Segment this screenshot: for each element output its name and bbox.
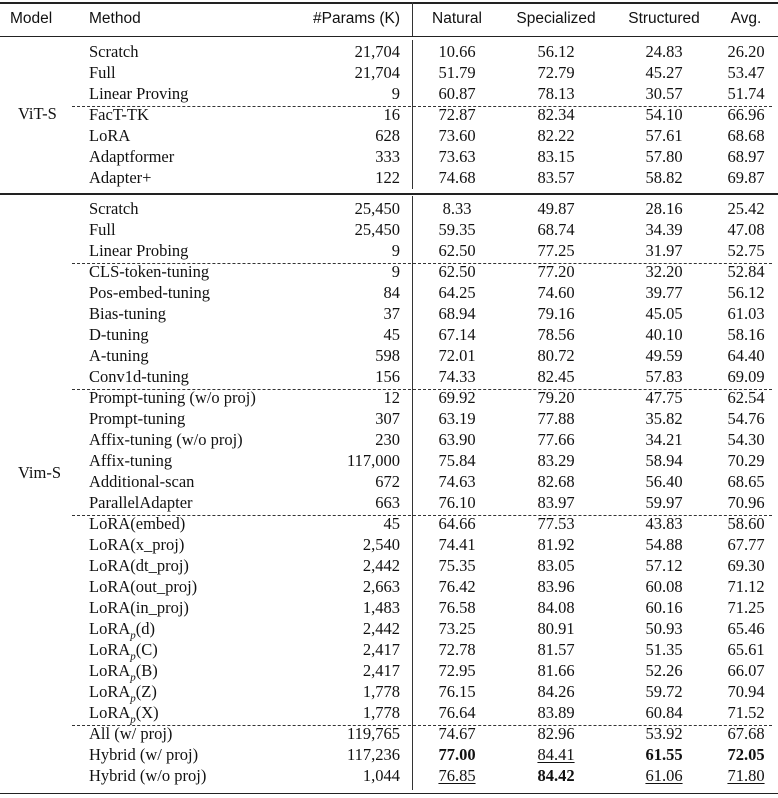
structured-cell: 35.82 <box>645 409 683 428</box>
table-row <box>0 639 778 663</box>
avg-cell: 52.75 <box>727 241 765 260</box>
avg-cell: 68.65 <box>727 472 765 491</box>
method-cell: LoRA <box>89 126 131 145</box>
params-cell: 122 <box>375 168 400 187</box>
natural-cell: 76.85 <box>438 766 476 785</box>
structured-cell: 57.83 <box>645 367 683 386</box>
structured-cell: 58.82 <box>645 168 683 187</box>
header-specialized: Specialized <box>516 10 596 27</box>
natural-cell: 64.25 <box>438 283 476 302</box>
method-cell: LoRA$_p$(X) <box>89 703 159 726</box>
header-model: Model <box>10 10 53 27</box>
table-row <box>0 261 778 282</box>
natural-cell: 72.78 <box>438 640 476 659</box>
params-cell: 9 <box>391 262 400 281</box>
structured-cell: 57.80 <box>645 147 683 166</box>
structured-cell: 39.77 <box>645 283 683 302</box>
avg-cell: 72.05 <box>727 745 765 764</box>
avg-cell: 69.87 <box>727 168 765 187</box>
params-cell: 2,417 <box>362 661 400 680</box>
avg-cell: 64.40 <box>727 346 765 365</box>
table-row <box>0 723 778 744</box>
structured-cell: 43.83 <box>645 514 683 533</box>
natural-cell: 75.35 <box>438 556 476 575</box>
specialized-cell: 77.25 <box>537 241 575 260</box>
dashed-rule <box>72 725 772 726</box>
structured-cell: 30.57 <box>645 84 683 103</box>
avg-cell: 26.20 <box>727 42 765 61</box>
avg-cell: 70.29 <box>727 451 765 470</box>
table-row <box>0 555 778 576</box>
natural-cell: 63.19 <box>438 409 476 428</box>
avg-cell: 70.94 <box>727 682 765 701</box>
specialized-cell: 80.72 <box>537 346 575 365</box>
avg-cell: 51.74 <box>727 84 765 103</box>
specialized-cell: 77.66 <box>537 430 575 449</box>
specialized-cell: 83.15 <box>537 147 575 166</box>
table-row <box>0 534 778 555</box>
group-label-vim: Vim-S <box>18 463 62 482</box>
avg-cell: 69.30 <box>727 556 765 575</box>
natural-cell: 60.87 <box>438 84 476 103</box>
top-rule <box>0 2 778 4</box>
natural-cell: 73.63 <box>438 147 476 166</box>
params-cell: 230 <box>375 430 400 449</box>
table-row <box>0 125 778 146</box>
natural-cell: 73.25 <box>438 619 476 638</box>
structured-cell: 45.05 <box>645 304 683 323</box>
method-cell: CLS-token-tuning <box>89 262 210 281</box>
dashed-rule <box>72 515 772 516</box>
params-cell: 9 <box>391 84 400 103</box>
specialized-cell: 77.20 <box>537 262 575 281</box>
params-cell: 25,450 <box>354 199 400 218</box>
params-cell: 2,417 <box>362 640 400 659</box>
group-rule <box>0 193 778 195</box>
table-row <box>0 146 778 167</box>
header-avg: Avg. <box>730 10 762 27</box>
structured-cell: 49.59 <box>645 346 683 365</box>
structured-cell: 57.12 <box>645 556 683 575</box>
avg-cell: 71.25 <box>727 598 765 617</box>
natural-cell: 72.95 <box>438 661 476 680</box>
structured-cell: 34.39 <box>645 220 683 239</box>
natural-cell: 74.67 <box>438 724 476 743</box>
specialized-cell: 81.66 <box>537 661 575 680</box>
structured-cell: 60.16 <box>645 598 683 617</box>
table-row <box>0 198 778 219</box>
header-row <box>0 7 778 31</box>
natural-cell: 74.63 <box>438 472 476 491</box>
params-cell: 16 <box>383 105 400 124</box>
params-cell: 12 <box>383 388 400 407</box>
natural-cell: 76.10 <box>438 493 476 512</box>
structured-cell: 61.06 <box>645 766 683 785</box>
specialized-cell: 68.74 <box>537 220 575 239</box>
avg-cell: 65.46 <box>727 619 765 638</box>
natural-cell: 74.41 <box>438 535 476 554</box>
specialized-cell: 84.08 <box>537 598 575 617</box>
natural-cell: 67.14 <box>438 325 476 344</box>
structured-cell: 51.35 <box>645 640 683 659</box>
method-subscript: p <box>130 629 136 642</box>
structured-cell: 59.72 <box>645 682 683 701</box>
specialized-cell: 83.89 <box>537 703 575 722</box>
params-cell: 1,044 <box>362 766 400 785</box>
method-cell: Linear Probing <box>89 241 189 260</box>
specialized-cell: 83.05 <box>537 556 575 575</box>
avg-cell: 56.12 <box>727 283 765 302</box>
group-label-vit: ViT-S <box>18 104 57 123</box>
natural-cell: 76.15 <box>438 682 476 701</box>
structured-cell: 34.21 <box>645 430 683 449</box>
specialized-cell: 77.53 <box>537 514 575 533</box>
method-cell: LoRA(dt_proj) <box>89 556 189 575</box>
specialized-cell: 74.60 <box>537 283 575 302</box>
params-cell: 307 <box>375 409 400 428</box>
method-cell: Affix-tuning (w/o proj) <box>89 430 243 449</box>
params-cell: 21,704 <box>354 63 400 82</box>
params-cell: 1,778 <box>362 703 400 722</box>
specialized-cell: 82.45 <box>537 367 575 386</box>
avg-cell: 62.54 <box>727 388 765 407</box>
avg-cell: 54.76 <box>727 409 765 428</box>
params-cell: 156 <box>375 367 400 386</box>
method-cell: Linear Proving <box>89 84 189 103</box>
specialized-cell: 78.13 <box>537 84 575 103</box>
method-cell: LoRA(out_proj) <box>89 577 198 596</box>
natural-cell: 62.50 <box>438 241 476 260</box>
structured-cell: 45.27 <box>645 63 683 82</box>
structured-cell: 59.97 <box>645 493 683 512</box>
specialized-cell: 81.92 <box>537 535 575 554</box>
params-cell: 2,663 <box>362 577 400 596</box>
table-row <box>0 345 778 366</box>
natural-cell: 74.68 <box>438 168 476 187</box>
avg-cell: 58.16 <box>727 325 765 344</box>
table-row <box>0 83 778 104</box>
avg-cell: 54.30 <box>727 430 765 449</box>
table-row <box>0 765 778 786</box>
method-cell: Hybrid (w/ proj) <box>89 745 199 764</box>
avg-cell: 67.77 <box>727 535 765 554</box>
params-cell: 1,778 <box>362 682 400 701</box>
structured-cell: 32.20 <box>645 262 683 281</box>
method-cell: Hybrid (w/o proj) <box>89 766 207 785</box>
method-cell: Scratch <box>89 199 139 218</box>
specialized-cell: 84.26 <box>537 682 575 701</box>
method-cell: LoRA(x_proj) <box>89 535 185 554</box>
natural-cell: 76.64 <box>438 703 476 722</box>
params-cell: 2,540 <box>362 535 400 554</box>
params-cell: 663 <box>375 493 400 512</box>
header-method: Method <box>89 10 141 27</box>
table-row <box>0 324 778 345</box>
method-cell: All (w/ proj) <box>89 724 173 743</box>
table-row <box>0 303 778 324</box>
header-structured: Structured <box>628 10 700 27</box>
specialized-cell: 78.56 <box>537 325 575 344</box>
method-cell: Bias-tuning <box>89 304 166 323</box>
method-cell: Full <box>89 220 116 239</box>
method-cell: D-tuning <box>89 325 149 344</box>
avg-cell: 66.96 <box>727 105 765 124</box>
natural-cell: 76.58 <box>438 598 476 617</box>
method-cell: Affix-tuning <box>89 451 173 470</box>
method-subscript: p <box>130 650 136 663</box>
table-row <box>0 450 778 471</box>
method-subscript: p <box>130 671 136 684</box>
specialized-cell: 82.22 <box>537 126 575 145</box>
structured-cell: 60.84 <box>645 703 683 722</box>
structured-cell: 50.93 <box>645 619 683 638</box>
table-row <box>0 660 778 684</box>
params-cell: 672 <box>375 472 400 491</box>
params-cell: 628 <box>375 126 400 145</box>
table-row <box>0 702 778 726</box>
natural-cell: 77.00 <box>438 745 476 764</box>
table-row <box>0 104 778 125</box>
structured-cell: 47.75 <box>645 388 683 407</box>
header-rule <box>0 36 778 37</box>
specialized-cell: 79.20 <box>537 388 575 407</box>
natural-cell: 73.60 <box>438 126 476 145</box>
specialized-cell: 83.57 <box>537 168 575 187</box>
avg-cell: 67.68 <box>727 724 765 743</box>
specialized-cell: 82.68 <box>537 472 575 491</box>
avg-cell: 61.03 <box>727 304 765 323</box>
table-row <box>0 429 778 450</box>
specialized-cell: 84.42 <box>537 766 575 785</box>
table-row <box>0 681 778 705</box>
method-cell: LoRA$_p$(d) <box>89 619 155 642</box>
params-cell: 1,483 <box>362 598 400 617</box>
natural-cell: 76.42 <box>438 577 476 596</box>
method-cell: Prompt-tuning <box>89 409 186 428</box>
avg-cell: 71.80 <box>727 766 765 785</box>
table-row <box>0 282 778 303</box>
params-cell: 45 <box>383 514 400 533</box>
table-row <box>0 576 778 597</box>
table-row <box>0 366 778 387</box>
method-cell: Prompt-tuning (w/o proj) <box>89 388 256 407</box>
header-separator <box>412 2 413 36</box>
avg-cell: 65.61 <box>727 640 765 659</box>
method-cell: FacT-TK <box>89 105 149 124</box>
table-row <box>0 219 778 240</box>
specialized-cell: 82.96 <box>537 724 575 743</box>
structured-cell: 54.10 <box>645 105 683 124</box>
avg-cell: 53.47 <box>727 63 765 82</box>
table-row <box>0 240 778 261</box>
table-row <box>0 62 778 83</box>
avg-cell: 25.42 <box>727 199 765 218</box>
avg-cell: 70.96 <box>727 493 765 512</box>
params-cell: 119,765 <box>346 724 400 743</box>
method-cell: LoRA$_p$(C) <box>89 640 158 663</box>
natural-cell: 69.92 <box>438 388 476 407</box>
avg-cell: 66.07 <box>727 661 765 680</box>
method-cell: Adaptformer <box>89 147 175 166</box>
params-cell: 2,442 <box>362 619 400 638</box>
avg-cell: 52.84 <box>727 262 765 281</box>
natural-cell: 75.84 <box>438 451 476 470</box>
table-row <box>0 41 778 62</box>
params-cell: 333 <box>375 147 400 166</box>
avg-cell: 47.08 <box>727 220 765 239</box>
params-cell: 21,704 <box>354 42 400 61</box>
table-row <box>0 744 778 765</box>
params-cell: 25,450 <box>354 220 400 239</box>
specialized-cell: 80.91 <box>537 619 575 638</box>
method-cell: LoRA(in_proj) <box>89 598 189 617</box>
avg-cell: 71.52 <box>727 703 765 722</box>
method-cell: ParallelAdapter <box>89 493 193 512</box>
structured-cell: 54.88 <box>645 535 683 554</box>
avg-cell: 71.12 <box>727 577 765 596</box>
natural-cell: 74.33 <box>438 367 476 386</box>
structured-cell: 53.92 <box>645 724 683 743</box>
specialized-cell: 49.87 <box>537 199 575 218</box>
table-row <box>0 387 778 408</box>
table-row <box>0 408 778 429</box>
table-row <box>0 618 778 642</box>
natural-cell: 63.90 <box>438 430 476 449</box>
avg-cell: 68.68 <box>727 126 765 145</box>
structured-cell: 56.40 <box>645 472 683 491</box>
method-cell: Pos-embed-tuning <box>89 283 210 302</box>
params-cell: 9 <box>391 241 400 260</box>
specialized-cell: 56.12 <box>537 42 575 61</box>
natural-cell: 68.94 <box>438 304 476 323</box>
structured-cell: 24.83 <box>645 42 683 61</box>
specialized-cell: 79.16 <box>537 304 575 323</box>
specialized-cell: 81.57 <box>537 640 575 659</box>
method-cell: LoRA$_p$(Z) <box>89 682 157 705</box>
params-cell: 84 <box>383 283 400 302</box>
table-row <box>0 597 778 618</box>
specialized-cell: 83.97 <box>537 493 575 512</box>
method-cell: Full <box>89 63 116 82</box>
method-cell: LoRA$_p$(B) <box>89 661 158 684</box>
header-natural: Natural <box>432 10 482 27</box>
structured-cell: 52.26 <box>645 661 683 680</box>
avg-cell: 69.09 <box>727 367 765 386</box>
natural-cell: 64.66 <box>438 514 476 533</box>
specialized-cell: 83.29 <box>537 451 575 470</box>
params-cell: 2,442 <box>362 556 400 575</box>
table-row <box>0 167 778 188</box>
structured-cell: 58.94 <box>645 451 683 470</box>
bottom-rule <box>0 793 778 794</box>
method-cell: LoRA(embed) <box>89 514 186 533</box>
header-params: #Params (K) <box>313 10 400 27</box>
method-subscript: p <box>130 692 136 705</box>
params-cell: 117,000 <box>346 451 400 470</box>
specialized-cell: 77.88 <box>537 409 575 428</box>
dashed-rule <box>72 263 772 264</box>
method-cell: Additional-scan <box>89 472 195 491</box>
structured-cell: 28.16 <box>645 199 683 218</box>
table-row <box>0 513 778 534</box>
avg-cell: 68.97 <box>727 147 765 166</box>
structured-cell: 61.55 <box>645 745 683 764</box>
natural-cell: 62.50 <box>438 262 476 281</box>
params-cell: 117,236 <box>346 745 400 764</box>
avg-cell: 58.60 <box>727 514 765 533</box>
natural-cell: 8.33 <box>442 199 472 218</box>
natural-cell: 51.79 <box>438 63 476 82</box>
method-cell: A-tuning <box>89 346 149 365</box>
dashed-rule <box>72 389 772 390</box>
structured-cell: 60.08 <box>645 577 683 596</box>
params-cell: 45 <box>383 325 400 344</box>
specialized-cell: 82.34 <box>537 105 575 124</box>
table-row <box>0 471 778 492</box>
specialized-cell: 83.96 <box>537 577 575 596</box>
structured-cell: 40.10 <box>645 325 683 344</box>
natural-cell: 10.66 <box>438 42 476 61</box>
method-cell: Conv1d-tuning <box>89 367 189 386</box>
specialized-cell: 72.79 <box>537 63 575 82</box>
structured-cell: 31.97 <box>645 241 683 260</box>
params-cell: 37 <box>383 304 400 323</box>
method-subscript: p <box>130 713 136 726</box>
table-row <box>0 492 778 513</box>
params-cell: 598 <box>375 346 400 365</box>
natural-cell: 72.01 <box>438 346 476 365</box>
structured-cell: 57.61 <box>645 126 683 145</box>
natural-cell: 59.35 <box>438 220 476 239</box>
method-cell: Adapter+ <box>89 168 152 187</box>
method-cell: Scratch <box>89 42 139 61</box>
specialized-cell: 84.41 <box>537 745 575 764</box>
dashed-rule <box>72 106 772 107</box>
natural-cell: 72.87 <box>438 105 476 124</box>
